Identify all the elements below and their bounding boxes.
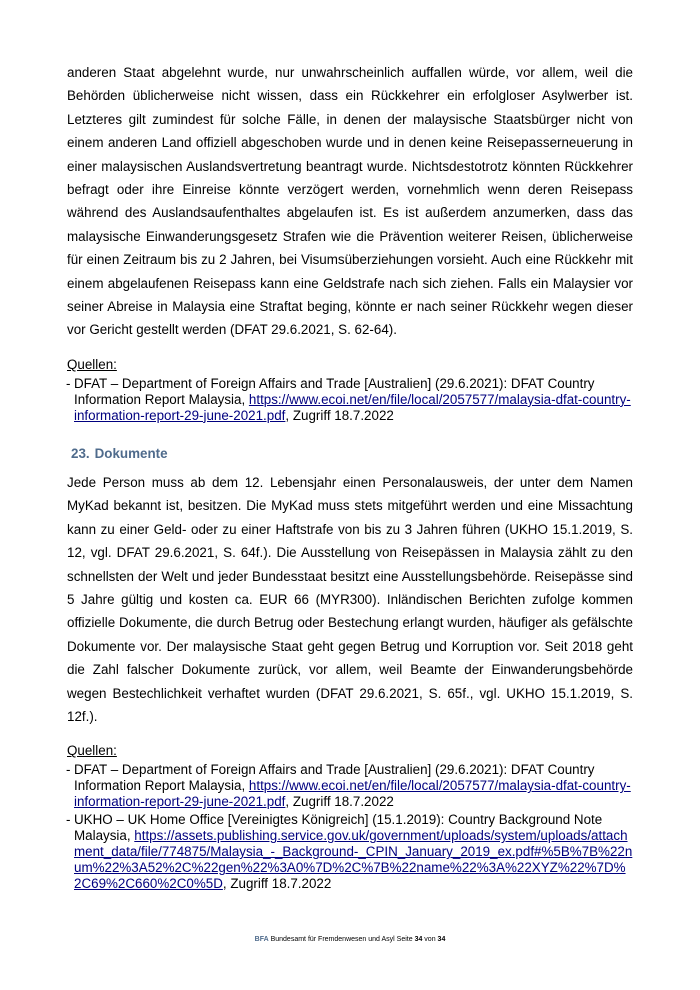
sources-label: Quellen:	[67, 743, 117, 759]
source-text: DFAT – Department of Foreign Affairs and Trade [Australien] (29.6.2021): DFAT Country Information Report Malaysia,	[74, 375, 595, 407]
source-access-date: , Zugriff 18.7.2022	[285, 407, 394, 423]
source-item-ukho	[67, 812, 633, 892]
section-title: Dokumente	[94, 445, 168, 461]
body-paragraph-documents: Jede Person muss ab dem 12. Lebensjahr einen Personalausweis, der unter dem Namen MyKad bekannt ist, besitzen. Die MyKad muss stets mitgeführt werden und eine Missachtung kann zu einer Geld- oder zu einer Haftstrafe von bis zu 3 Jahren führen (UKHO 15.1.2019, S. 12, vgl. DFAT 29.6.2021, S. 64f.). Die Ausstellung von Reisepässen in Malaysia zählt zu den schnellsten der Welt und jeder Bundesstaat besitzt eine Ausstellungsbehörde. Reisepässe sind 5 Jahre gültig und kosten ca. EUR 66 (MYR300). Inländischen Berichten zufolge kommen offizielle Dokumente, die durch Betrug oder Bestechung erlangt wurden, häufiger als gefälschte Dokumente vor. Der malaysische Staat geht gegen Betrug und Korruption vor. Seit 2018 geht die Zahl falscher Dokumente zurück, vor allem, weil Beamte der Einwanderungsbehörde wegen Bestechlichkeit verhaftet wurden (DFAT 29.6.2021, S. 65f., vgl. UKHO 15.1.2019, S. 12f.).	[67, 474, 633, 724]
source-link-dfat[interactable]: https://www.ecoi.net/en/file/local/2057577/malaysia-dfat-country-information-report-29-june-2021.pdf	[74, 391, 631, 423]
footer-page-total: 34	[437, 936, 446, 943]
source-text: DFAT – Department of Foreign Affairs and Trade [Australien] (29.6.2021): DFAT Country Information Report Malaysia,	[74, 762, 595, 794]
source-link-ukho[interactable]: https://assets.publishing.service.gov.uk/government/uploads/system/uploads/attachment_data/file/774875/Malaysia_-_Background-_CPIN_January_2019_ex.pdf#%5B%7B%22num%22%3A52%2C%22gen%22%3A0%7D%2C%7B%22name%22%3A%22XYZ%22%7D%2C69%2C660%2C0%5D	[74, 828, 633, 892]
footer-page-number: 34	[414, 936, 423, 943]
list-dash: -	[66, 375, 71, 391]
source-access-date: , Zugriff 18.7.2022	[222, 876, 332, 892]
sources-list	[67, 762, 633, 892]
source-item-dfat	[67, 376, 633, 424]
footer-of: von	[422, 936, 438, 943]
footer-org: Bundesamt für Fremdenwesen und Asyl Seite	[268, 936, 415, 943]
source-access-date: , Zugriff 18.7.2022	[285, 794, 394, 810]
body-paragraph-returnees: anderen Staat abgelehnt wurde, nur unwahrscheinlich auffallen würde, vor allem, weil die Behörden üblicherweise nicht wissen, dass ein Rückkehrer ein erfolgloser Asylwerber ist. Letzteres gilt zumindest für solche Fälle, in denen der malaysische Staatsbürger nicht von einem anderen Land offiziell abgeschoben wurde und in denen keine Reisepasserneuerung in einer malaysischen Auslandsvertretung beantragt wurde. Nichtsdestotrotz könnten Rückkehrer befragt oder ihre Einreise könnte verzögert werden, vornehmlich wenn deren Reisepass während des Auslandsaufenthaltes abgelaufen ist. Es ist außerdem anzumerken, dass das malaysische Einwanderungsgesetz Strafen wie die Prävention weiterer Reisen, üblicherweise für einen Zeitraum bis zu 2 Jahren, bei Visumsüberziehungen vorsieht. Auch eine Rückkehr mit einem abgelaufenen Reisepass kann eine Geldstrafe nach sich ziehen. Falls ein Malaysier vor seiner Abreise in Malaysia eine Straftat beging, könnte er nach seiner Rückkehr wegen dieser vor Gericht gestellt werden (DFAT 29.6.2021, S. 62-64).	[67, 65, 633, 338]
list-dash: -	[66, 762, 71, 778]
source-link-dfat[interactable]: https://www.ecoi.net/en/file/local/2057577/malaysia-dfat-country-information-report-29-june-2021.pdf	[74, 778, 631, 810]
section-number: 23.	[71, 445, 90, 461]
sources-list	[67, 376, 633, 424]
section-heading-dokumente	[67, 446, 633, 462]
page-footer	[0, 935, 700, 945]
source-item-dfat	[67, 762, 633, 810]
list-dash: -	[66, 812, 71, 828]
footer-brand: BFA	[254, 936, 269, 943]
source-text: UKHO – UK Home Office [Vereinigtes Königreich] (15.1.2019): Country Background Note Malaysia,	[74, 812, 603, 844]
sources-label: Quellen:	[67, 356, 117, 372]
document-page	[67, 61, 633, 894]
